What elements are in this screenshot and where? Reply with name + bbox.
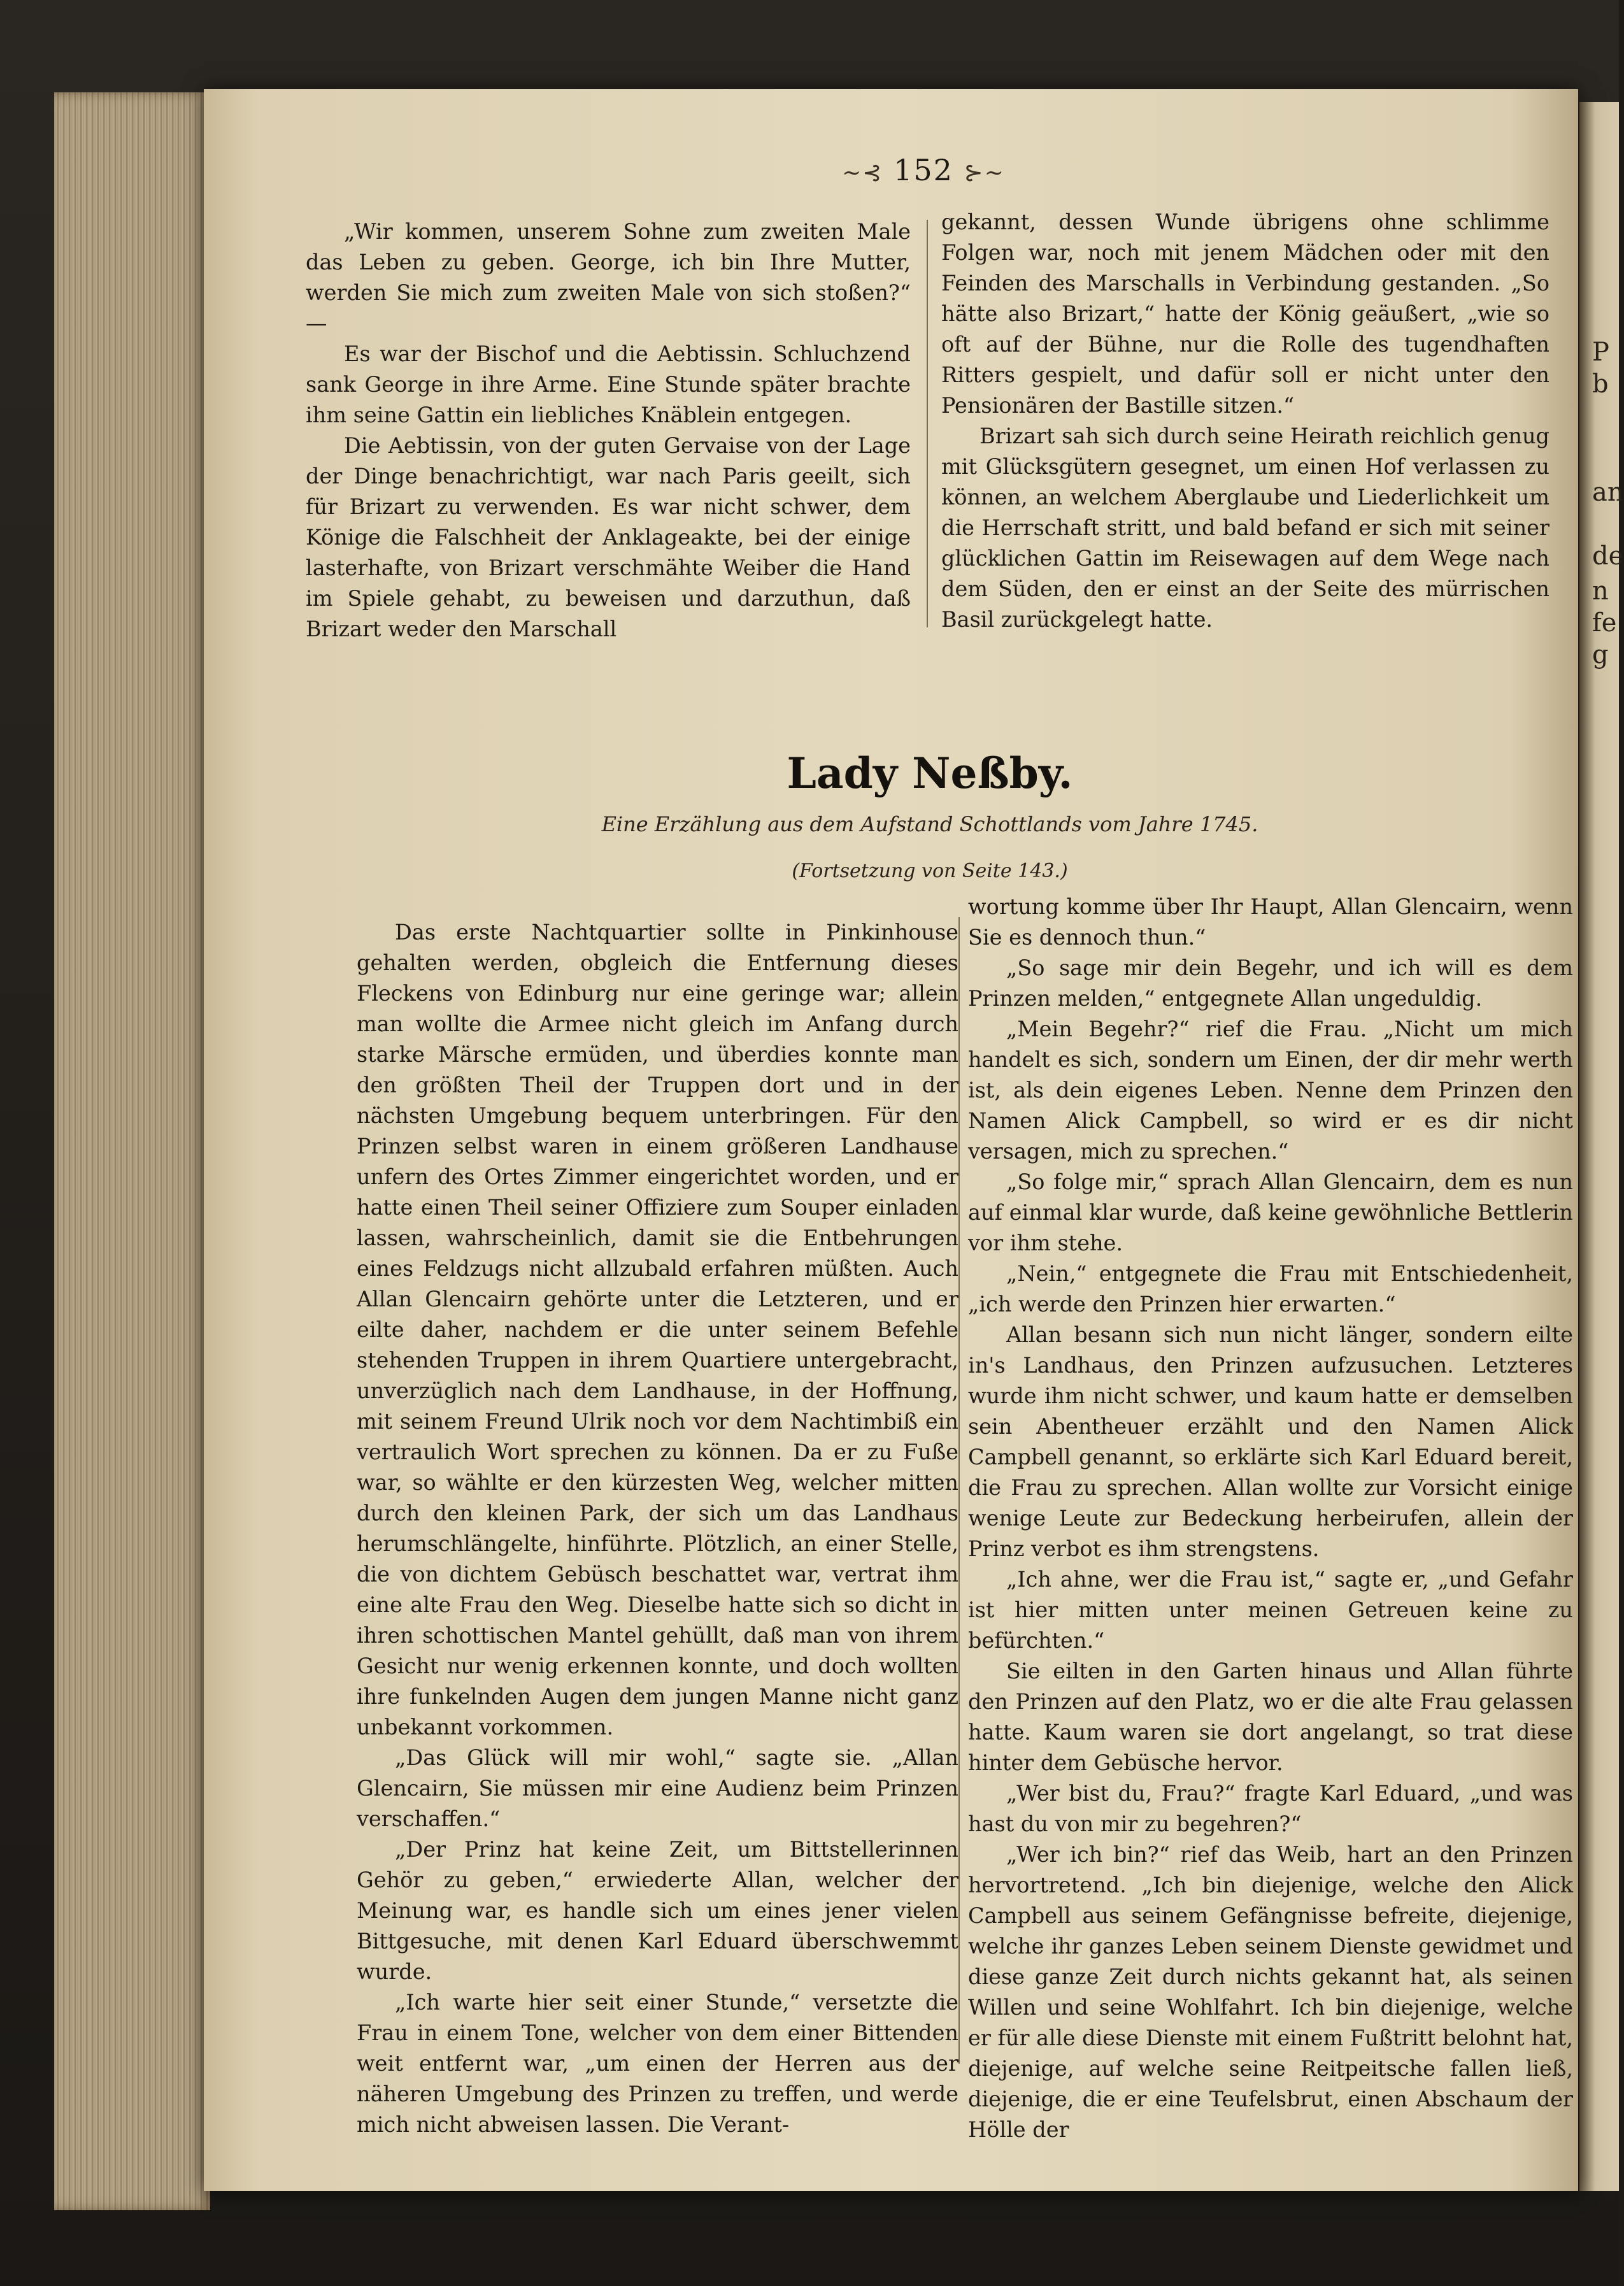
paragraph: gekannt, dessen Wunde übrigens ohne schlimme Folgen war, noch mit jenem Mädchen oder mit den Feinden des Marschalls in Verbindung gestanden. „So hätte also Brizart,“ hatte der König geäußert, „wie so oft auf der Bühne, nur die Rolle des tugendhaften Ritters gespielt, und dafür soll er nicht unter den Pensionären der Bastille sitzen.“	[941, 210, 1549, 418]
next-page-fragment: n	[1592, 576, 1609, 606]
page-number: 152	[894, 153, 953, 187]
column-divider	[958, 917, 960, 2064]
next-page-fragment: b	[1592, 369, 1609, 399]
paragraph: „Ich ahne, wer die Frau ist,“ sagte er, „und Gefahr ist hier mitten unter meinen Getreuen keine zu befürchten.“	[968, 1567, 1573, 1653]
story-subtitle: Eine Erzählung aus dem Aufstand Schottlands vom Jahre 1745.	[601, 812, 1258, 836]
paragraph: wortung komme über Ihr Haupt, Allan Glencairn, wenn Sie es dennoch thun.“	[968, 894, 1573, 950]
next-page-fragment: P	[1592, 338, 1609, 367]
next-page-fragment: g	[1592, 640, 1609, 669]
paragraph: Brizart sah sich durch seine Heirath reichlich genug mit Glücksgütern gesegnet, um einen Hof verlassen zu können, an welchem Aberglaube und Liederlichkeit um die Herrschaft stritt, und bald befand er sich mit seiner glücklichen Gattin im Reisewagen auf dem Wege nach dem Süden, den er einst an der Seite des mürrischen Basil zurückgelegt hatte.	[941, 424, 1549, 632]
paragraph: „Der Prinz hat keine Zeit, um Bittstellerinnen Gehör zu geben,“ erwiederte Allan, welcher der Meinung war, es handle sich um eines jener vielen Bittgesuche, mit denen Karl Eduard überschwemmt wurde.	[357, 1837, 958, 1984]
paragraph: „Ich warte hier seit einer Stunde,“ versetzte die Frau in einem Tone, welcher von dem einer Bittenden weit entfernt war, „um einen der Herren aus der näheren Umgebung des Prinzen zu treffen, und werde mich nicht abweisen lassen. Die Verant-	[357, 1990, 958, 2137]
paragraph: „Wir kommen, unserem Sohne zum zweiten Male das Leben zu geben. George, ich bin Ihre Mutter, werden Sie mich zum zweiten Male von sich stoßen?“ —	[306, 219, 911, 336]
paragraph: Es war der Bischof und die Aebtissin. Schluchzend sank George in ihre Arme. Eine Stunde später brachte ihm seine Gattin ein liebliches Knäblein entgegen.	[306, 341, 911, 427]
paragraph: „So folge mir,“ sprach Allan Glencairn, dem es nun auf einmal klar wurde, daß keine gewöhnliche Bettlerin vor ihm stehe.	[968, 1169, 1573, 1255]
paragraph: „Mein Begehr?“ rief die Frau. „Nicht um mich handelt es sich, sondern um Einen, der dir mehr werth ist, als dein eigenes Leben. Nenne dem Prinzen den Namen Alick Campbell, so wird er es dir nicht versagen, mich zu sprechen.“	[968, 1017, 1573, 1164]
next-page-fragment: fe	[1592, 608, 1617, 638]
paragraph: „So sage mir dein Begehr, und ich will es dem Prinzen melden,“ entgegnete Allan ungeduldig.	[968, 955, 1573, 1011]
paragraph: Das erste Nachtquartier sollte in Pinkinhouse gehalten werden, obgleich die Entfernung dieses Fleckens von Edinburg nur eine geringe war; allein man wollte die Armee nicht gleich im Anfang durch starke Märsche ermüden, und überdies konnte man den größten Theil der Truppen dort und in der nächsten Umgebung bequem unterbringen. Für den Prinzen selbst waren in einem größeren Landhause unfern des Ortes Zimmer eingerichtet worden, und er hatte einen Theil seiner Offiziere zum Souper einladen lassen, wahrscheinlich, damit sie die Entbehrungen eines Feldzugs nicht allzubald erfahren müßten. Auch Allan Glencairn gehörte unter die Letzteren, und er eilte daher, nachdem er die unter seinem Befehle stehenden Truppen in ihrem Quartiere untergebracht, unverzüglich nach dem Landhause, in der Hoffnung, mit seinem Freund Ulrik noch vor dem Nachtimbiß ein vertraulich Wort sprechen zu können. Da er zu Fuße war, so wählte er den kürzesten Weg, welcher mitten durch den kleinen Park, der sich um das Landhaus herumschlängelte, hinführte. Plötzlich, an einer Stelle, die von dichtem Gebüsch beschattet war, vertrat ihm eine alte Frau den Weg. Dieselbe hatte sich so dicht in ihren schottischen Mantel gehüllt, daß man von ihrem Gesicht nur wenig erkennen konnte, und doch wollten ihre funkelnden Augen dem jungen Manne nicht ganz unbekannt vorkommen.	[357, 920, 958, 1740]
next-page-edge	[1579, 102, 1624, 2191]
paragraph: „Wer ich bin?“ rief das Weib, hart an den Prinzen hervortretend. „Ich bin diejenige, welche den Alick Campbell aus seinem Gefängnisse befreite, diejenige, welche ihr ganzes Leben seinem Dienste gewidmet und diese ganze Zeit durch nichts gekannt hat, als seinen Willen und seine Wohlfahrt. Ich bin diejenige, welche er für alle diese Dienste mit einem Fußtritt belohnt hat, diejenige, auf welche seine Reitpeitsche fallen ließ, diejenige, die er eine Teufelsbrut, einen Abschaum der Hölle der	[968, 1842, 1573, 2142]
paragraph: „Das Glück will mir wohl,“ sagte sie. „Allan Glencairn, Sie müssen mir eine Audienz beim Prinzen verschaffen.“	[357, 1745, 958, 1831]
story-title: Lady Neßby.	[787, 748, 1073, 798]
column-bottom-right	[968, 892, 1573, 2145]
column-top-right	[941, 207, 1549, 635]
continuation-note: (Fortsetzung von Seite 143.)	[792, 860, 1068, 882]
ornament-right: ⊱~	[964, 160, 1005, 186]
paragraph: Sie eilten in den Garten hinaus und Allan führte den Prinzen auf den Platz, wo er die alte Frau gelassen hatte. Kaum waren sie dort angelangt, so trat diese hinter dem Gebüsche hervor.	[968, 1659, 1573, 1775]
paragraph: Allan besann sich nun nicht länger, sondern eilte in's Landhaus, den Prinzen aufzusuchen. Letzteres wurde ihm nicht schwer, und kaum hatte er demselben sein Abentheuer erzählt und den Namen Alick Campbell genannt, so erklärte sich Karl Eduard bereit, die Frau zu sprechen. Allan wollte zur Vorsicht einige wenige Leute zur Bedeckung herbeirufen, allein der Prinz verbot es ihm strengstens.	[968, 1322, 1573, 1561]
column-top-left	[306, 217, 911, 645]
column-divider	[927, 220, 928, 627]
column-bottom-left	[357, 917, 958, 2140]
page-stack-edge	[54, 92, 210, 2210]
page-header	[796, 153, 1051, 187]
next-page-fragment: an	[1592, 478, 1624, 507]
next-page-fragment: de	[1592, 541, 1624, 571]
ornament-left: ~⊰	[842, 160, 883, 186]
paragraph: Die Aebtissin, von der guten Gervaise von der Lage der Dinge benachrichtigt, war nach Paris geeilt, sich für Brizart zu verwenden. Es war nicht schwer, dem Könige die Falschheit der Anklageakte, bei der einige lasterhafte, von Brizart verschmähte Weiber die Hand im Spiele gehabt, zu beweisen und darzuthun, daß Brizart weder den Marschall	[306, 433, 911, 641]
paragraph: „Nein,“ entgegnete die Frau mit Entschiedenheit, „ich werde den Prinzen hier erwarten.“	[968, 1261, 1573, 1317]
paragraph: „Wer bist du, Frau?“ fragte Karl Eduard, „und was hast du von mir zu begehren?“	[968, 1781, 1573, 1836]
